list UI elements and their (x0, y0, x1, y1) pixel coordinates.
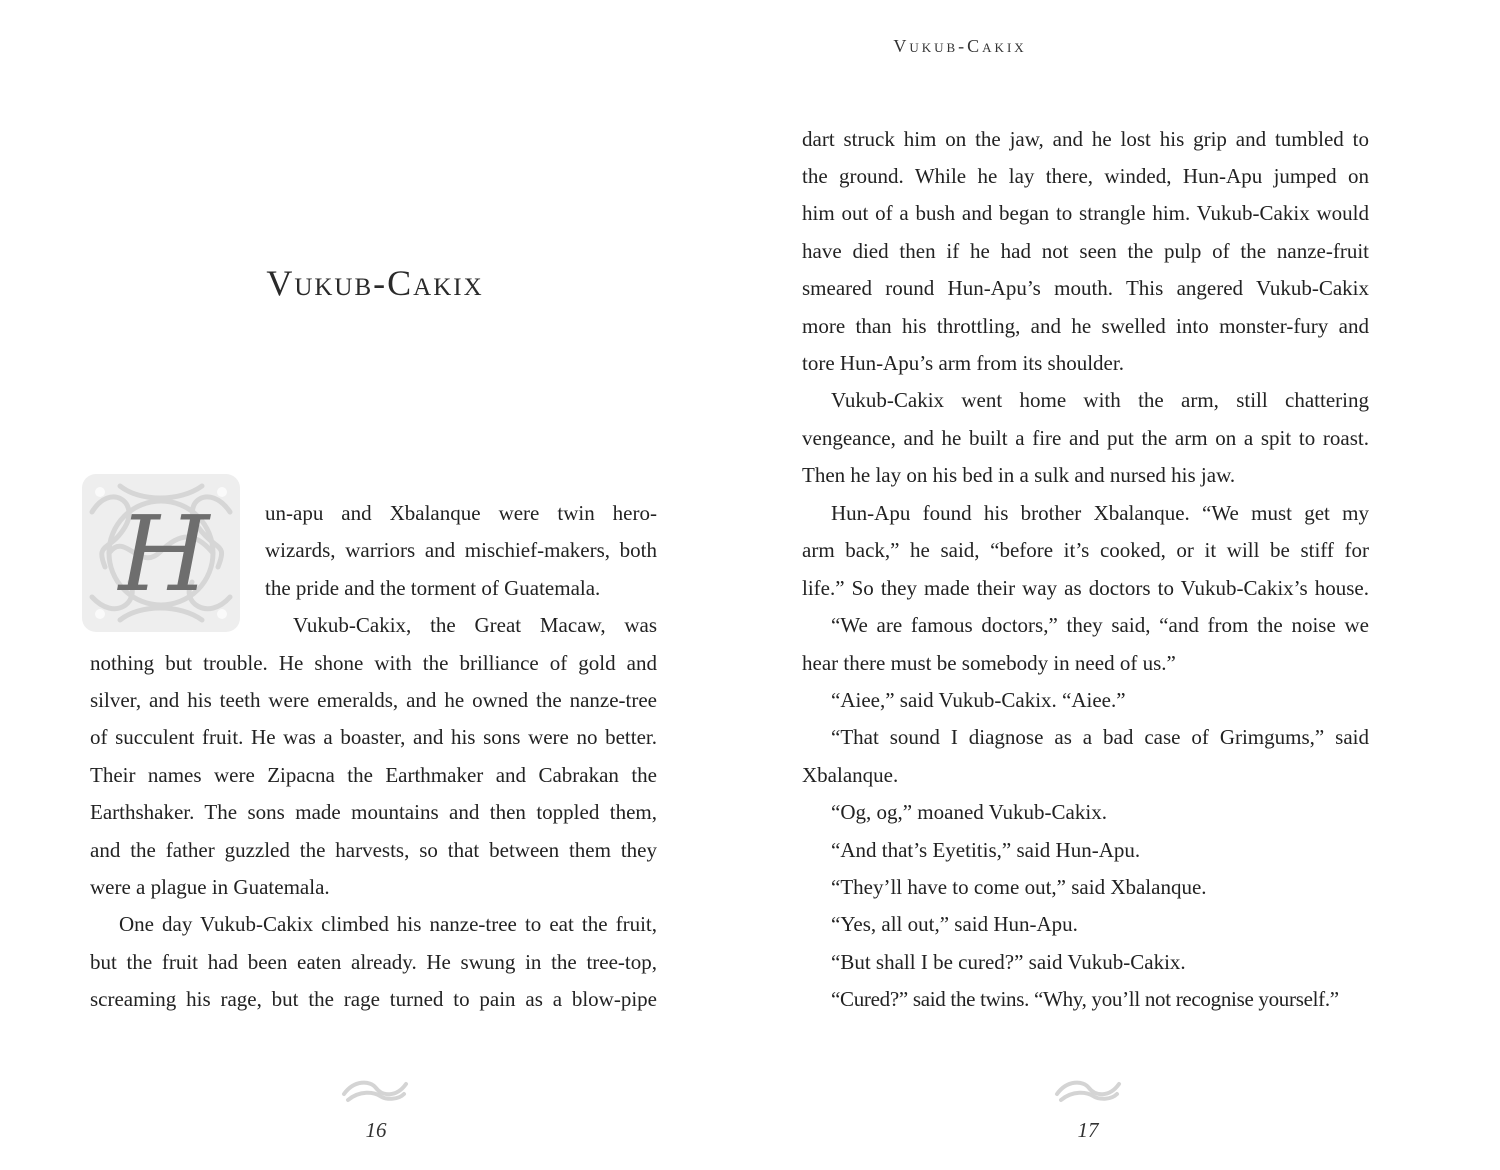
page-number: 17 (1077, 1118, 1099, 1142)
text-line: “Yes, all out,” said Hun-Apu. (831, 912, 1078, 936)
text-line: smeared round Hun-Apu’s mouth. This angered Vukub-Cakix (802, 276, 1369, 300)
text-line: dart struck him on the jaw, and he lost his grip and tumbled to (802, 127, 1369, 151)
text-line: more than his throttling, and he swelled into monster-fury and (802, 314, 1369, 338)
page-number: 16 (365, 1118, 387, 1142)
flourish-ornament-icon (1053, 1074, 1123, 1104)
text-line: “But shall I be cured?” said Vukub-Cakix. (831, 950, 1186, 974)
text-line: hear there must be somebody in need of us.” (802, 651, 1176, 675)
text-line: “We are famous doctors,” they said, “and from the noise we (831, 613, 1369, 637)
ornamental-drop-cap-icon (80, 472, 242, 634)
text-line: screaming his rage, but the rage turned to pain as a blow-pipe (90, 987, 657, 1011)
chapter-title: Vukub-Cakix (266, 263, 484, 303)
text-line: silver, and his teeth were emeralds, and he owned the nanze-tree (90, 688, 657, 712)
text-line: “And that’s Eyetitis,” said Hun-Apu. (831, 838, 1141, 862)
text-line: Xbalanque. (802, 763, 899, 787)
text-line: the pride and the torment of Guatemala. (265, 576, 601, 600)
text-line: Then he lay on his bed in a sulk and nursed his jaw. (802, 463, 1236, 487)
text-line: tore Hun-Apu’s arm from its shoulder. (802, 351, 1124, 375)
text-line: and the father guzzled the harvests, so that between them they (90, 838, 657, 862)
drop-cap (80, 472, 242, 634)
text-line: arm back,” he said, “before it’s cooked, or it will be stiff for (802, 538, 1369, 562)
flourish-ornament-icon (340, 1074, 410, 1104)
text-line: vengeance, and he built a fire and put the arm on a spit to roast. (802, 426, 1369, 450)
text-line: “Og, og,” moaned Vukub-Cakix. (831, 800, 1107, 824)
text-line: Their names were Zipacna the Earthmaker and Cabrakan the (90, 763, 657, 787)
text-line: of succulent fruit. He was a boaster, and his sons were no better. (90, 725, 657, 749)
text-line: Vukub-Cakix, the Great Macaw, was (293, 613, 657, 637)
text-line: “Cured?” said the twins. “Why, you’ll not recognise yourself.” (831, 987, 1339, 1011)
text-line: have died then if he had not seen the pulp of the nanze-fruit (802, 239, 1369, 263)
drop-cap-letter: H (118, 493, 210, 615)
text-line: life.” So they made their way as doctors to Vukub-Cakix’s house. (802, 576, 1369, 600)
text-line: Hun-Apu found his brother Xbalanque. “We must get my (831, 501, 1369, 525)
text-line: Earthshaker. The sons made mountains and then toppled them, (90, 800, 657, 824)
text-line: Vukub-Cakix went home with the arm, still chattering (831, 388, 1369, 412)
text-line: the ground. While he lay there, winded, Hun-Apu jumped on (802, 164, 1369, 188)
text-line: him out of a bush and began to strangle him. Vukub-Cakix would (802, 201, 1369, 225)
text-line: but the fruit had been eaten already. He swung in the tree-top, (90, 950, 657, 974)
text-line: “That sound I diagnose as a bad case of Grimgums,” said (831, 725, 1369, 749)
running-head: Vukub-Cakix (893, 36, 1027, 56)
text-line: un-apu and Xbalanque were twin hero- (265, 501, 657, 525)
text-line: nothing but trouble. He shone with the brilliance of gold and (90, 651, 657, 675)
text-line: wizards, warriors and mischief-makers, both (265, 538, 657, 562)
text-line: “They’ll have to come out,” said Xbalanque. (831, 875, 1207, 899)
text-line: “Aiee,” said Vukub-Cakix. “Aiee.” (831, 688, 1126, 712)
text-line: were a plague in Guatemala. (90, 875, 330, 899)
right-page (750, 0, 1500, 1170)
text-line: One day Vukub-Cakix climbed his nanze-tree to eat the fruit, (119, 912, 657, 936)
